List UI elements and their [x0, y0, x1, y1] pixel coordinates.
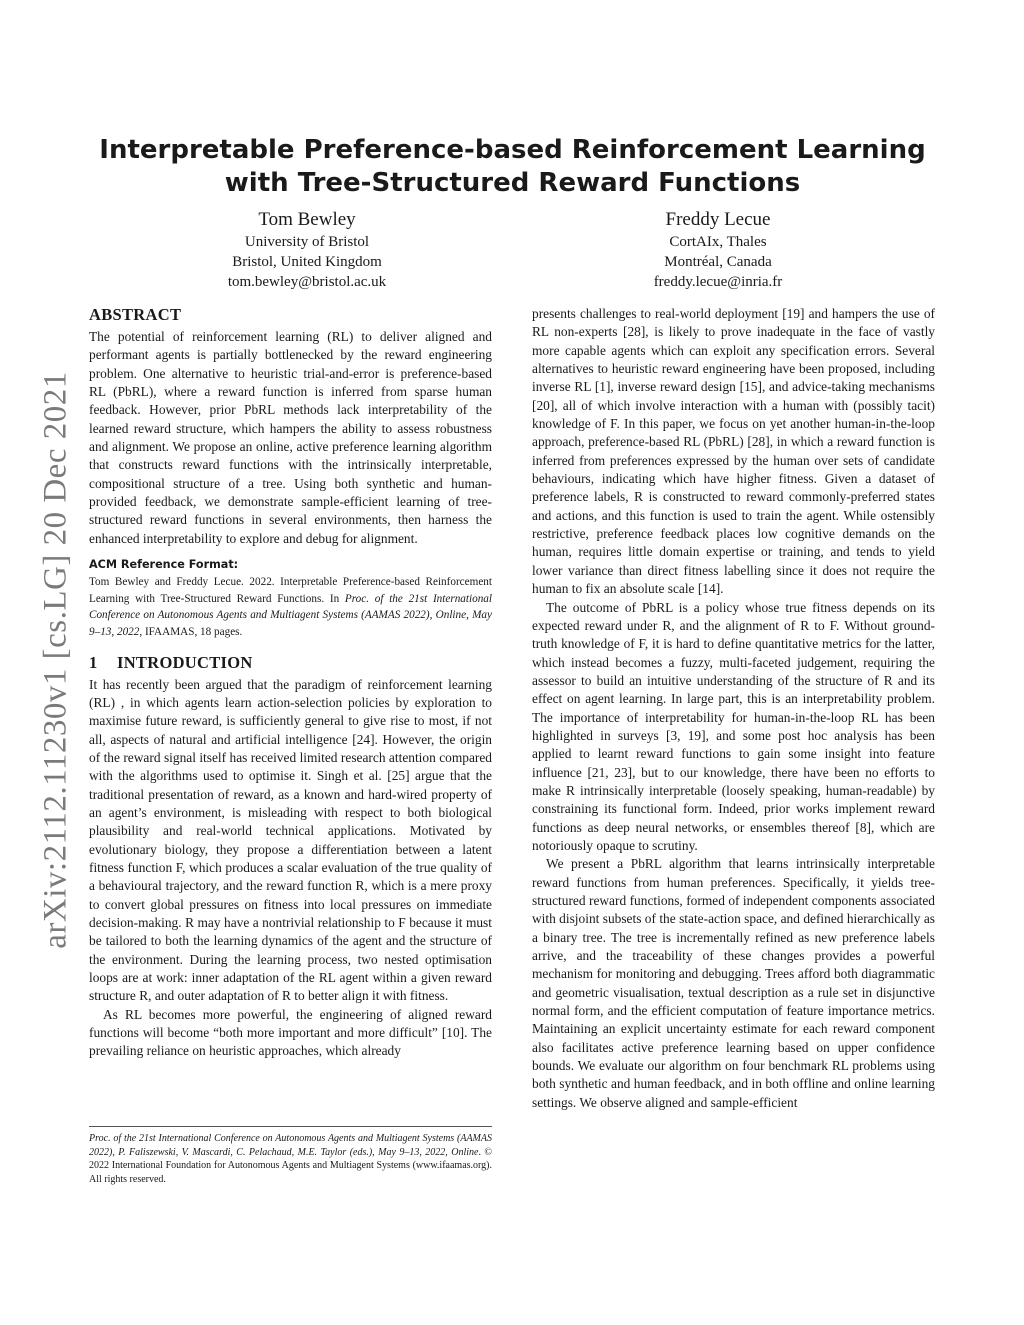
- author-email[interactable]: freddy.lecue@inria.fr: [653, 274, 783, 290]
- abstract-heading: ABSTRACT: [89, 305, 182, 324]
- acm-reference-plain: Tom Bewley and Freddy Lecue. 2022. Interpretable Preference-based Reinforcement Learning with Tree-Structured Reward Functions. In: [89, 576, 492, 605]
- section-title: INTRODUCTION: [117, 652, 253, 672]
- author-location: Montréal, Canada: [664, 254, 772, 270]
- author-block-2: [558, 208, 878, 292]
- intro-heading: [89, 653, 492, 673]
- author-name: Freddy Lecue: [665, 209, 771, 230]
- author-name: Tom Bewley: [258, 209, 356, 230]
- abstract-text: The potential of reinforcement learning (RL) to deliver aligned and performant agents is partially bottlenecked by the reward engineering problem. One alternative to heuristic trial-and-error is preference-based RL (PbRL), where a reward function is inferred from sparse human feedback. However, prior PbRL methods lack interpretability of the learned reward structure, which hampers the ability to assess robustness and alignment. We propose an online, active preference learning algorithm that constructs reward functions with the intrinsically interpretable, compositional structure of a tree. Using both synthetic and human-provided feedback, we demonstrate sample-efficient learning of tree-structured reward functions in several environments, then harness the enhanced interpretability to explore and debug for alignment.: [89, 329, 492, 546]
- paper-title-line-2: with Tree-Structured Reward Functions: [224, 168, 801, 198]
- footnote-proceedings: Proc. of the 21st International Conference on Autonomous Agents and Multiagent Systems (AAMAS 2022), P. Faliszewski, V. Mascardi, C. Pelachaud, M.E. Taylor (eds.), May 9–13, 2022, Online: [89, 1133, 492, 1158]
- intro-paragraph-4: The outcome of PbRL is a policy whose true fitness depends on its expected reward under R, and the alignment of R to F. Without ground-truth knowledge of F, it is hard to define quantitative metrics for the latter, which instead becomes a fuzzy, multi-faceted judgement, requiring the assessor to build an intuitive understanding of the structure of R and its effect on agent learning. In large part, this is an interpretability problem. The importance of interpretability for human-in-the-loop RL has been highlighted in surveys [3, 19], and some post hoc analysis has been applied to learnt reward functions to gain some insight into feature influence [21, 23], but to our knowledge, there have been no efforts to make R intrinsically interpretable (loosely speaking, human-readable) by constraining its functional form. Indeed, prior works implement reward functions as deep neural networks, or ensembles thereof [8], which are notoriously opaque to scrutiny.: [532, 599, 935, 853]
- copyright-footnote: [89, 1126, 492, 1186]
- intro-paragraph-5: We present a PbRL algorithm that learns intrinsically interpretable reward functions from human preferences. Specifically, it yields tree-structured reward functions, formed of independent components associated with disjoint subsets of the state-action space, and defined hierarchically as a binary tree. The tree is incrementally refined as new preference labels arrive, and the traceability of these changes provides a powerful mechanism for monitoring and debugging. Trees afford both diagrammatic and geometric visualisation, textual description as a rule set in disjunctive normal form, and the efficient computation of feature importance metrics. Maintaining an explicit uncertainty estimate for each reward component also facilitates active preference learning based on upper confidence bounds. We evaluate our algorithm on four benchmark RL problems using both synthetic and human feedback, and in both offline and online learning settings. We observe aligned and sample-efficient: [532, 856, 935, 1110]
- footnote-copyright: . © 2022 International Foundation for Autonomous Agents and Multiagent Systems (www.ifaamas.org). All rights reserved.: [89, 1146, 492, 1185]
- author-location: Bristol, United Kingdom: [232, 254, 382, 270]
- acm-reference-tail: , IFAAMAS, 18 pages.: [139, 625, 243, 638]
- section-number: 1: [89, 652, 98, 672]
- author-affiliation: University of Bristol: [244, 234, 370, 250]
- intro-paragraph-2: As RL becomes more powerful, the engineering of aligned reward functions will become “both more important and more difficult” [10]. The prevailing reliance on heuristic approaches, which already: [89, 1006, 492, 1059]
- author-block-1: [147, 208, 467, 292]
- acm-reference-text: [89, 574, 492, 640]
- paper-title-line-1: Interpretable Preference-based Reinforcement Learning: [99, 135, 926, 165]
- paper-title: [90, 134, 935, 200]
- intro-paragraph-1: It has recently been argued that the paradigm of reinforcement learning (RL) , in which agents learn action-selection policies by exploration to maximise future reward, is sufficiently general to give rise to most, if not all, aspects of natural and artificial intelligence [24]. However, the origin of the reward signal itself has received limited research attention compared with the algorithms used to optimise it. Singh et al. [25] argue that the traditional presentation of reward, as a known and hard-wired property of an agent’s environment, is misleading with respect to both biological plausibility and real-world technical applications. Motivated by evolutionary biology, they propose a differentiation between a latent fitness function F, which produces a scalar evaluation of the true quality of a behavioural trajectory, and the reward function R, which is a mere proxy to convert global pressures on fitness into local pressures on immediate decision-making. R may have a nontrivial relationship to F because it must be tailored to both the learning dynamics of the agent and the structure of the environment. During the learning process, two nested optimisation loops are at work: inner adaptation of the RL agent within a given reward structure R, and outer adaptation of R to better align it with fitness.: [89, 676, 492, 1004]
- arxiv-identifier-stamp: arXiv:2112.11230v1 [cs.LG] 20 Dec 2021: [37, 371, 74, 949]
- author-affiliation: CortAIx, Thales: [669, 234, 767, 250]
- right-column: [532, 305, 935, 1112]
- left-column: [89, 305, 492, 1061]
- author-email[interactable]: tom.bewley@bristol.ac.uk: [227, 274, 387, 290]
- acm-reference-label: ACM Reference Format:: [89, 558, 239, 572]
- acm-reference-venue: Proc. of the 21st International Conference on Autonomous Agents and Multiagent Systems (AAMAS 2022), Online, May 9–13, 2022: [89, 592, 492, 638]
- intro-paragraph-3: presents challenges to real-world deployment [19] and hampers the use of RL non-experts [28], is likely to prove inadequate in the face of vastly more capable agents which can exploit any specification errors. Several alternatives to heuristic reward engineering have been proposed, including inverse RL [1], inverse reward design [15], and advice-taking mechanisms [20], all of which involve interaction with a human with (possibly tacit) knowledge of F. In this paper, we focus on yet another human-in-the-loop approach, preference-based RL (PbRL) [28], in which a reward function is inferred from preferences expressed by the human over sets of candidate behaviours, indicating which have higher fitness. Given a dataset of preference labels, R is constructed to reward commonly-preferred states and actions, and this function is used to train the agent. While ostensibly restrictive, preference feedback places low cognitive demands on the human, requires little domain expertise or training, and tends to yield lower variance than direct fitness labelling since it does not require the human to fix an absolute scale [14].: [532, 306, 935, 597]
